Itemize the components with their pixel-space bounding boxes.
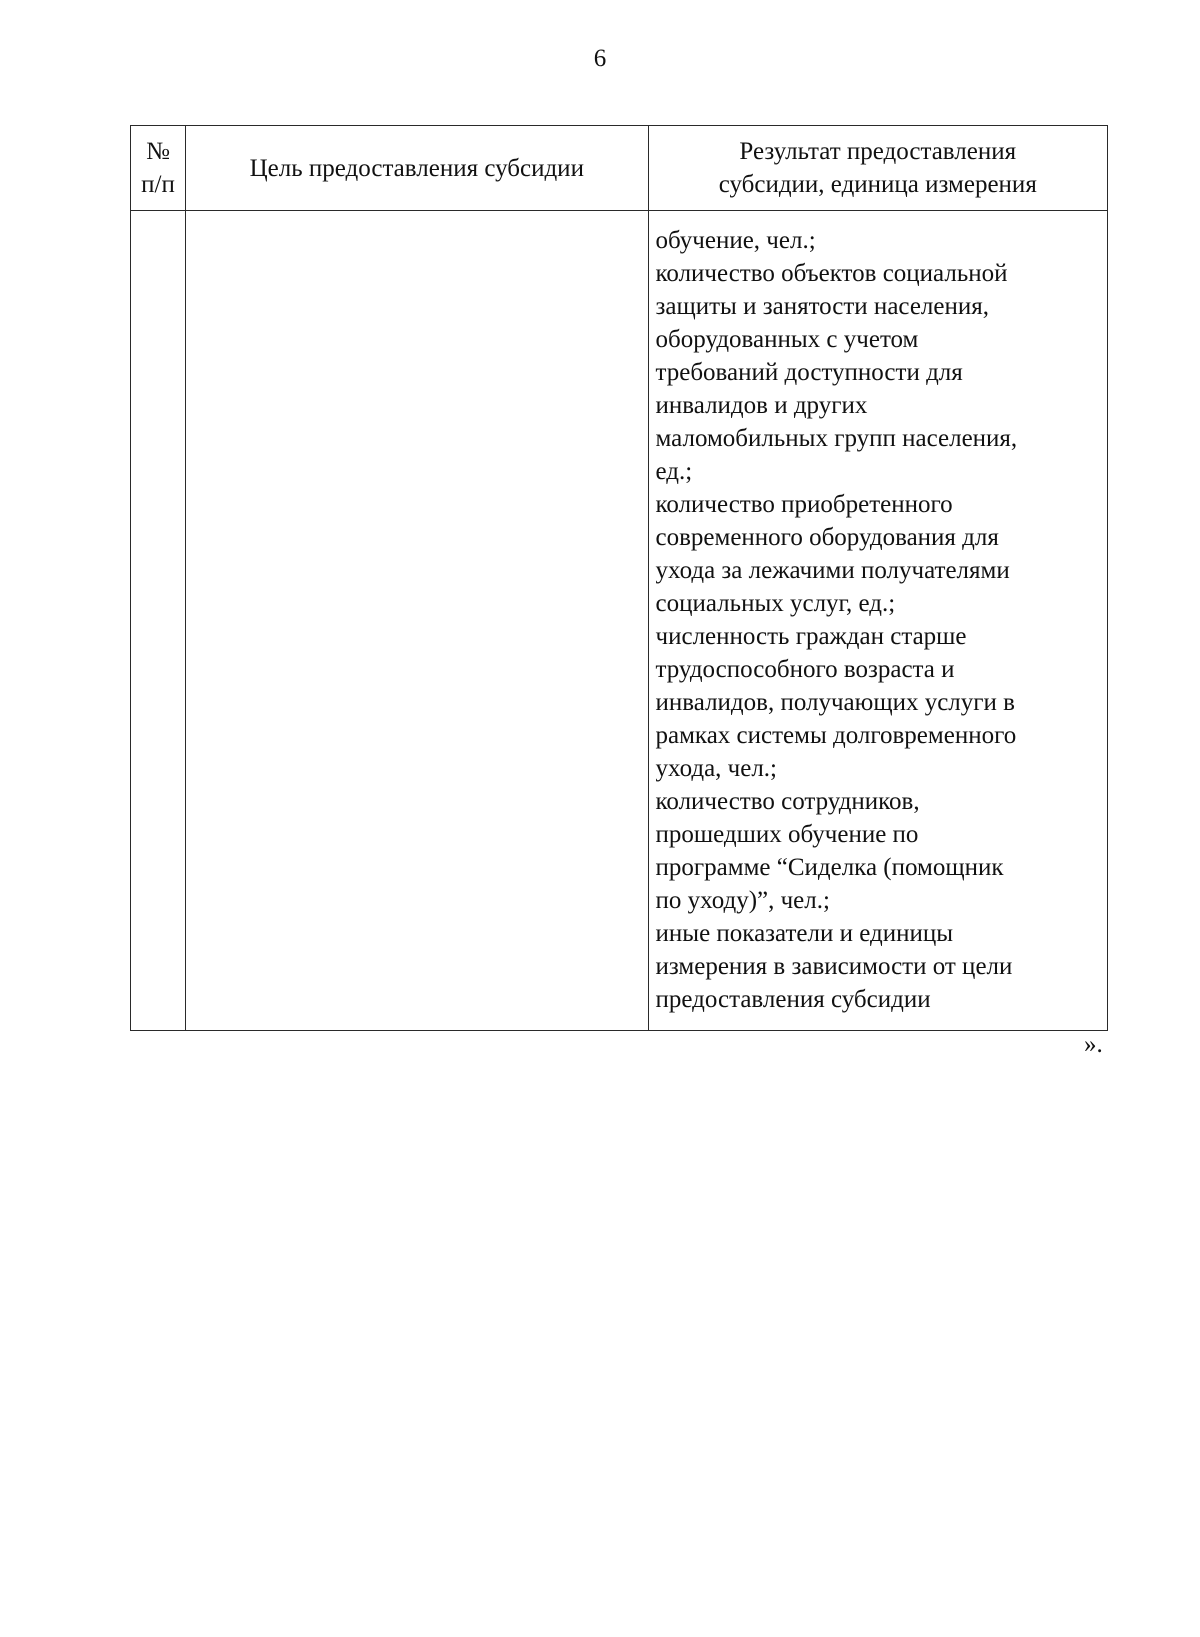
result-line: численность граждан старше [655,623,967,650]
result-line: ухода за лежачими получателями [655,557,1010,584]
header-result-line-2: субсидии, единица измерения [718,171,1037,198]
result-line: социальных услуг, ед.; [655,590,896,617]
result-line: обучение, чел.; [655,227,816,254]
header-goal: Цель предоставления субсидии [186,126,648,211]
header-number-symbol: № [146,138,170,165]
result-line: прошедших обучение по [655,821,919,848]
result-line: современного оборудования для [655,524,999,551]
result-line: иные показатели и единицы [655,920,954,947]
result-line: количество приобретенного [655,491,953,518]
result-line: требований доступности для [655,359,963,386]
header-result-line-1: Результат предоставления [739,138,1017,165]
result-line: ухода, чел.; [655,755,777,782]
result-line: защиты и занятости населения, [655,293,989,320]
result-line: по уходу)”, чел.; [655,887,830,914]
result-line: предоставления субсидии [655,986,931,1013]
cell-result [648,211,1107,1031]
table-row [131,211,1108,1031]
table-header-row [131,126,1108,211]
result-line: количество объектов социальной [655,260,1008,287]
result-line: ед.; [655,458,693,485]
header-number-abbr: п/п [141,171,175,198]
closing-quote-mark: ». [1084,1031,1103,1058]
result-line: рамках системы долговременного [655,722,1017,749]
cell-goal [186,211,648,1031]
result-line: маломобильных групп населения, [655,425,1018,452]
result-line: оборудованных с учетом [655,326,919,353]
result-line: инвалидов и других [655,392,868,419]
result-line: трудоспособного возраста и [655,656,955,683]
page-number: 6 [593,45,607,72]
result-line: количество сотрудников, [655,788,920,815]
result-line: программе “Сиделка (помощник [655,854,1004,881]
result-line: измерения в зависимости от цели [655,953,1013,980]
header-number [131,126,186,211]
subsidy-table [130,125,1108,1031]
cell-number [131,211,186,1031]
result-line: инвалидов, получающих услуги в [655,689,1015,716]
header-result [648,126,1107,211]
